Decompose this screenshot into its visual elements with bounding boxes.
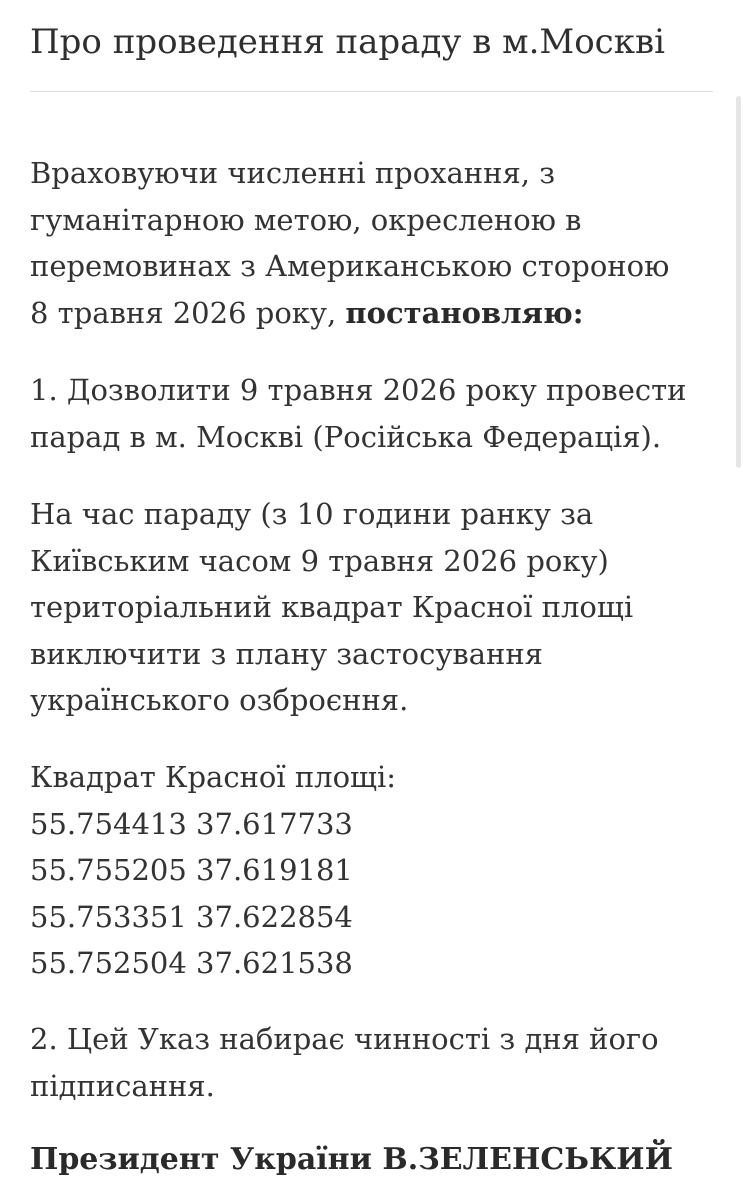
square-coordinates-paragraph xyxy=(30,754,396,987)
parade-time-line: територіальний квадрат Красної площі xyxy=(30,590,634,624)
item-1-line: парад в м. Москві (Російська Федерація). xyxy=(30,419,662,454)
square-heading: Квадрат Красної площі: xyxy=(30,760,397,794)
coordinate-line: 55.752504 37.621538 xyxy=(30,946,353,980)
coordinate-line: 55.755205 37.619181 xyxy=(30,853,353,887)
intro-date-text: 8 травня 2026 року, xyxy=(30,295,346,330)
item-1-paragraph xyxy=(30,367,687,460)
intro-line: Враховуючи численні прохання, з xyxy=(30,156,556,190)
president-signature: Президент України В.ЗЕЛЕНСЬКИЙ xyxy=(30,1142,673,1177)
scrollbar[interactable] xyxy=(736,96,741,468)
item-2-paragraph xyxy=(30,1016,659,1109)
title-divider xyxy=(30,91,713,92)
coordinate-line: 55.754413 37.617733 xyxy=(30,806,353,841)
parade-time-line: виключити з плану застосування xyxy=(30,636,543,671)
item-1-line: 1. Дозволити 9 травня 2026 року провести xyxy=(30,373,687,407)
intro-paragraph xyxy=(30,150,669,336)
intro-last-line xyxy=(30,290,669,337)
intro-line: гуманітарною метою, окресленою в xyxy=(30,202,582,237)
parade-time-line: На час параду (з 10 години ранку за xyxy=(30,497,594,531)
coordinate-line: 55.753351 37.622854 xyxy=(30,899,353,934)
parade-time-line: Київським часом 9 травня 2026 року) xyxy=(30,543,609,578)
item-2-line: підписання. xyxy=(30,1068,215,1103)
intro-line: перемовинах з Американською стороною xyxy=(30,249,670,283)
decree-verb: постановляю: xyxy=(345,295,584,330)
parade-time-paragraph xyxy=(30,491,633,724)
item-2-line: 2. Цей Указ набирає чинності з дня його xyxy=(30,1022,659,1056)
page-title: Про проведення параду в м.Москві xyxy=(30,22,665,62)
parade-time-line: українського озброєння. xyxy=(30,683,409,717)
